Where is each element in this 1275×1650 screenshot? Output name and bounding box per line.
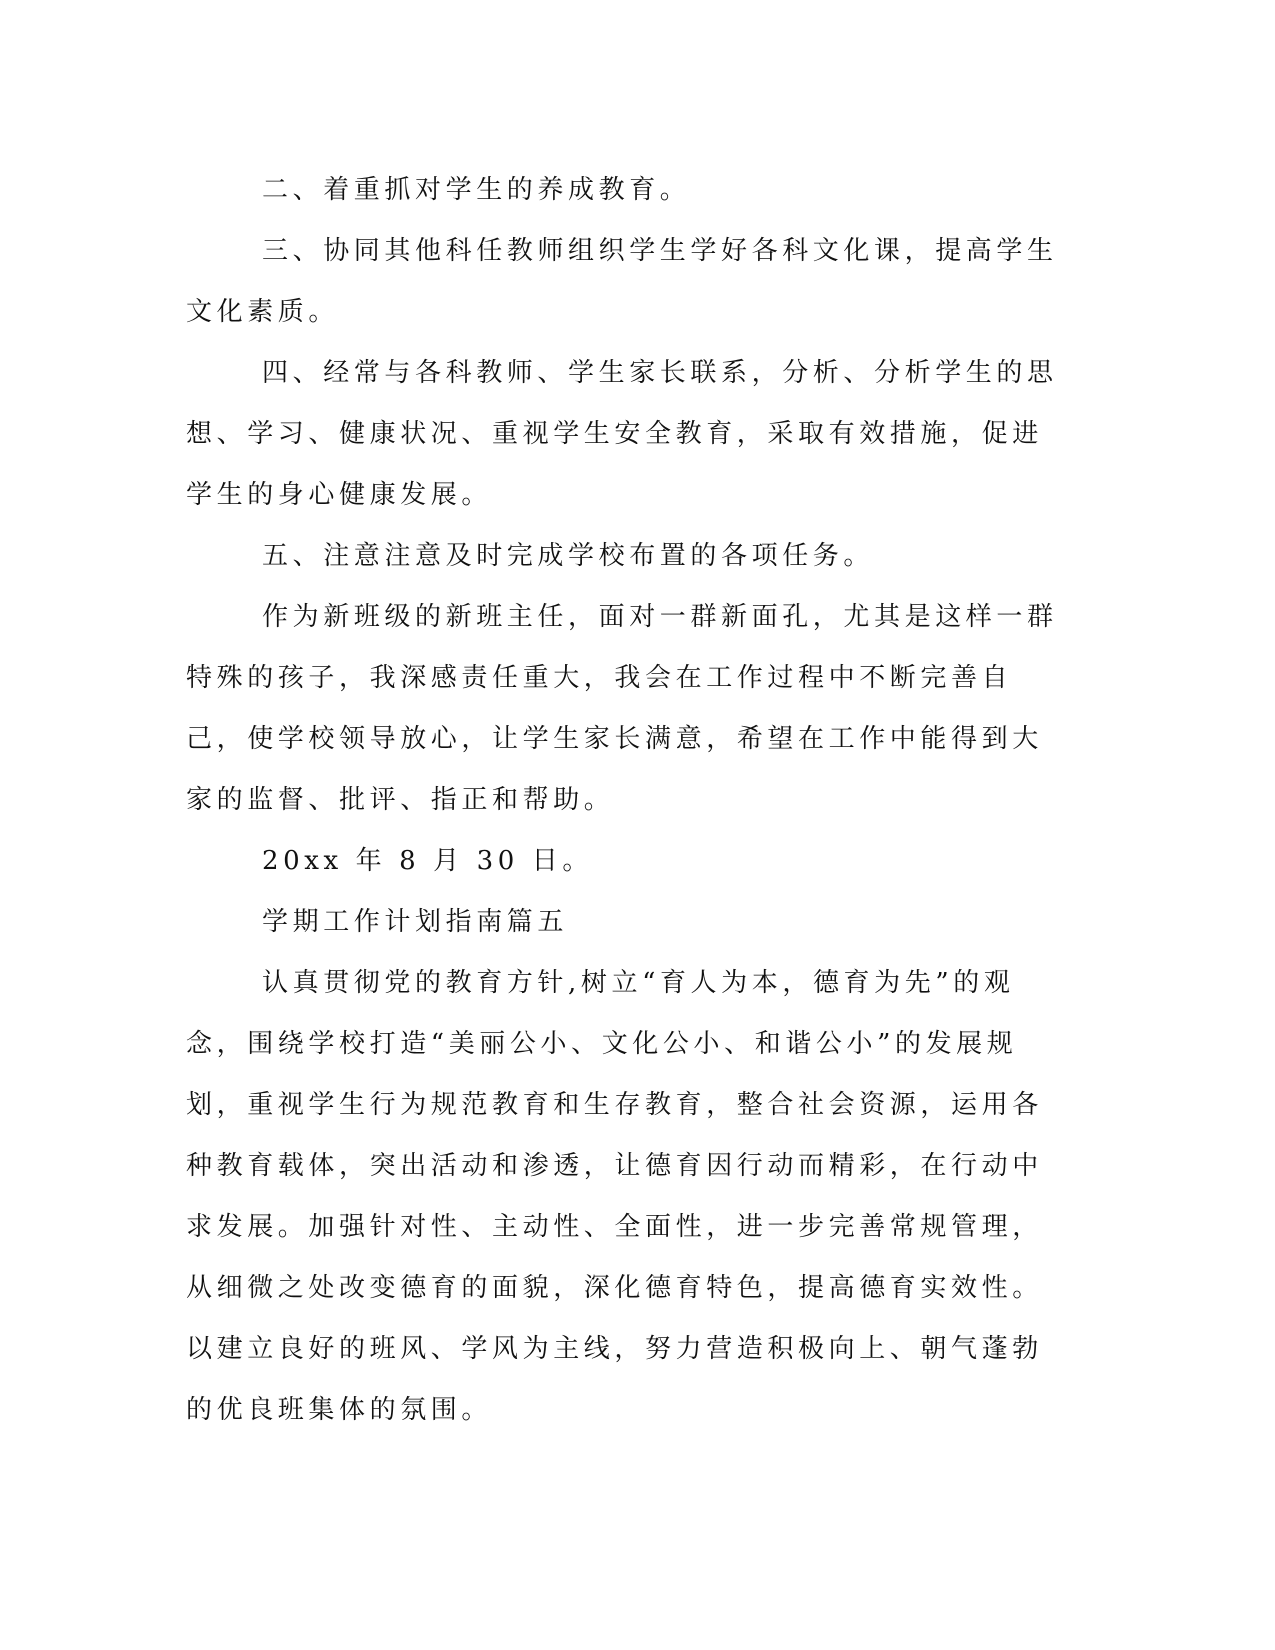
document-body xyxy=(186,160,1066,1441)
paragraph-parent-contact: 四、经常与各科教师、学生家长联系，分析、分析学生的思想、学习、健康状况、重视学生安全教育，采取有效措施，促进学生的身心健康发展。 xyxy=(186,358,1058,510)
paragraph-school-tasks: 五、注意注意及时完成学校布置的各项任务。 xyxy=(262,541,875,571)
paragraph-new-head-teacher: 作为新班级的新班主任，面对一群新面孔，尤其是这样一群特殊的孩子，我深感责任重大，我会在工作过程中不断完善自己，使学校领导放心，让学生家长满意，希望在工作中能得到大家的监督、批评、指正和帮助。 xyxy=(186,602,1058,815)
paragraph-moral-education: 认真贯彻党的教育方针,树立“育人为本，德育为先”的观念，围绕学校打造“美丽公小、文化公小、和谐公小”的发展规划，重视学生行为规范教育和生存教育，整合社会资源，运用各种教育载体，突出活动和渗透，让德育因行动而精彩，在行动中求发展。加强针对性、主动性、全面性，进一步完善常规管理，从细微之处改变德育的面貌，深化德育特色，提高德育实效性。以建立良好的班风、学风为主线，努力营造积极向上、朝气蓬勃的优良班集体的氛围。 xyxy=(186,968,1043,1425)
section-heading: 学期工作计划指南篇五 xyxy=(262,907,569,937)
paragraph-habit-education: 二、着重抓对学生的养成教育。 xyxy=(262,175,691,205)
paragraph-date: 20xx 年 8 月 30 日。 xyxy=(262,846,593,876)
paragraph-culture-courses: 三、协同其他科任教师组织学生学好各科文化课，提高学生文化素质。 xyxy=(186,236,1058,327)
